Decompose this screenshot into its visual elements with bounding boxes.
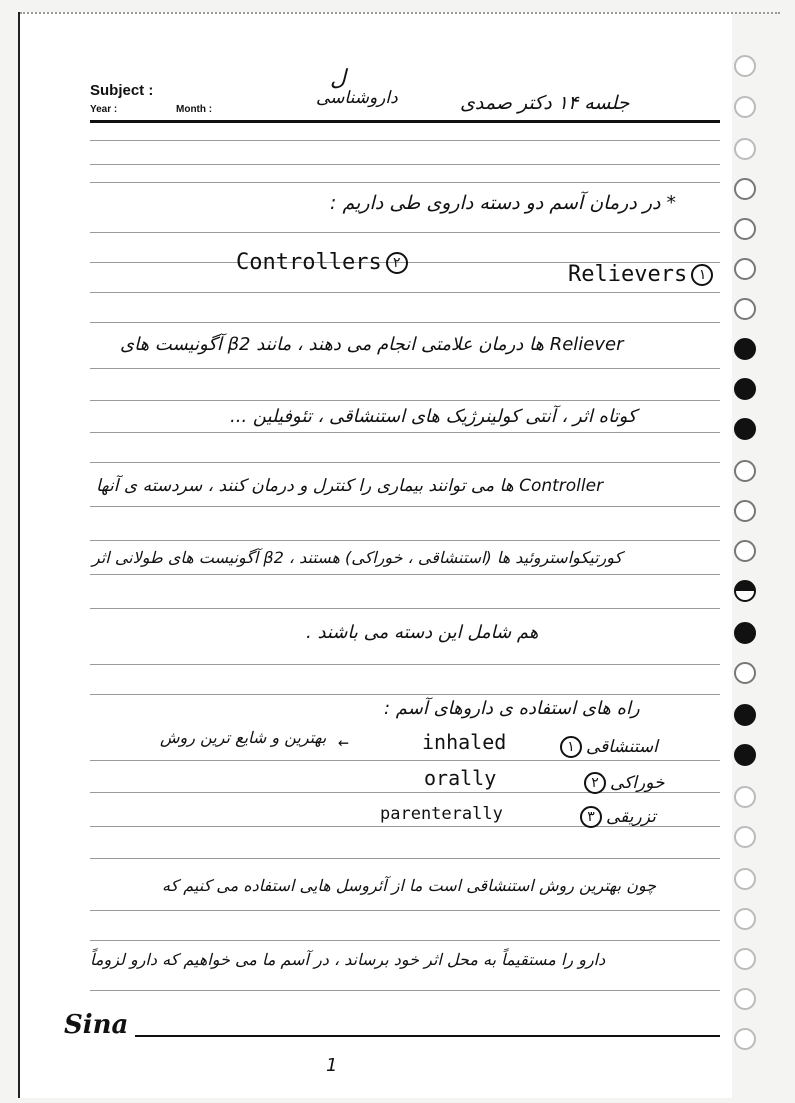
binder-holes [728,50,764,1070]
binder-hole-icon [734,826,756,848]
binder-hole-icon [734,948,756,970]
ruled-line [90,368,720,369]
route-2-text: خوراکی [610,773,665,793]
note-line-5: Controller ها می توانند بیماری را کنترل و درمان کنند ، سردسته ی آنها [96,476,604,496]
note-line-8: راه های استفاده ی داروهای آسم : [384,698,640,719]
ruled-line [90,400,720,401]
best-method-note: بهترین و شایع ترین روش [160,728,327,747]
ruled-line [90,292,720,293]
route-1-text: استنشاقی [586,737,658,757]
subject-value: داروشناسی [316,88,398,108]
ruled-line [90,540,720,541]
route-1-number: ۱ [560,736,582,758]
ruled-line [90,608,720,609]
footer-line [135,1035,720,1037]
page-number: 1 [326,1055,338,1076]
number-1-badge: ۱ [691,264,713,286]
ruled-line [90,432,720,433]
ruled-line [90,760,720,761]
binder-hole-icon [734,218,756,240]
controllers-text: Controllers [236,250,382,275]
orally-label: orally [424,766,497,790]
ruled-line [90,322,720,323]
binder-hole-icon [734,460,756,482]
ruled-line [90,858,720,859]
number-2-badge: ۲ [386,252,408,274]
binder-hole-icon [734,540,756,562]
note-line-13: دارو را مستقیماً به محل اثر خود برساند ، در آسم ما می خواهیم که دارو لزوماً [90,950,606,969]
note-line-3: Reliever ها درمان علامتی انجام می دهند ، مانند β2 آگونیست های [120,334,624,355]
route-2 [580,772,665,794]
binder-hole-icon [734,662,756,684]
ruled-line [90,140,720,141]
header-rule [90,120,720,123]
page-mark: ل [330,66,346,91]
ruled-line [90,164,720,165]
ruled-line [90,990,720,991]
binder-hole-icon [734,704,756,726]
relievers-label [568,262,717,287]
parenterally-label: parenterally [380,804,503,824]
binder-hole-icon [734,500,756,522]
route-3 [576,806,656,828]
ruled-line [90,694,720,695]
binder-hole-icon [734,378,756,400]
route-2-number: ۲ [584,772,606,794]
ruled-line [90,506,720,507]
binder-hole-icon [734,988,756,1010]
binder-hole-icon [734,622,756,644]
note-line-4: کوتاه اثر ، آنتی کولینرژیک های استنشاقی ، تئوفیلین ... [230,406,637,427]
binder-hole-icon [734,908,756,930]
ruled-line [90,232,720,233]
ruled-line [90,910,720,911]
note-line-7: هم شامل این دسته می باشند . [306,622,539,643]
inhaled-label: inhaled [422,730,507,754]
binder-hole-icon [734,868,756,890]
binder-hole-icon [734,786,756,808]
ruled-line [90,574,720,575]
binder-hole-icon [734,258,756,280]
brand-logo: Sina [64,1010,129,1040]
perforated-edge [20,12,780,20]
ruled-line [90,462,720,463]
route-1 [556,736,658,758]
relievers-text: Relievers [568,262,688,287]
note-line-6: کورتیکواستروئید ها (استنشاقی ، خوراکی) هستند ، β2 آگونیست های طولانی اثر [92,548,623,567]
binder-hole-icon [734,96,756,118]
binder-hole-icon [734,1028,756,1050]
route-3-number: ۳ [580,806,602,828]
session-title: جلسه ۱۴ دکتر صمدی [460,92,630,114]
ruled-line [90,940,720,941]
note-line-1: * در درمان آسم دو دسته داروی طی داریم : [330,192,676,214]
binder-hole-icon [734,744,756,766]
note-line-12: چون بهترین روش استنشاقی است ما از آئروسل هایی استفاده می کنیم که [162,876,657,895]
binder-hole-icon [734,298,756,320]
month-label: Month : [176,104,213,115]
arrow-icon: ← [338,732,349,753]
ruled-line [90,182,720,183]
binder-hole-icon [734,580,756,602]
binder-hole-icon [734,138,756,160]
controllers-label [236,250,412,275]
subject-label: Subject : [90,82,154,99]
binder-hole-icon [734,338,756,360]
year-label: Year : [90,104,118,115]
route-3-text: تزریقی [606,807,656,827]
ruled-line [90,664,720,665]
binder-hole-icon [734,418,756,440]
binder-hole-icon [734,55,756,77]
binder-hole-icon [734,178,756,200]
